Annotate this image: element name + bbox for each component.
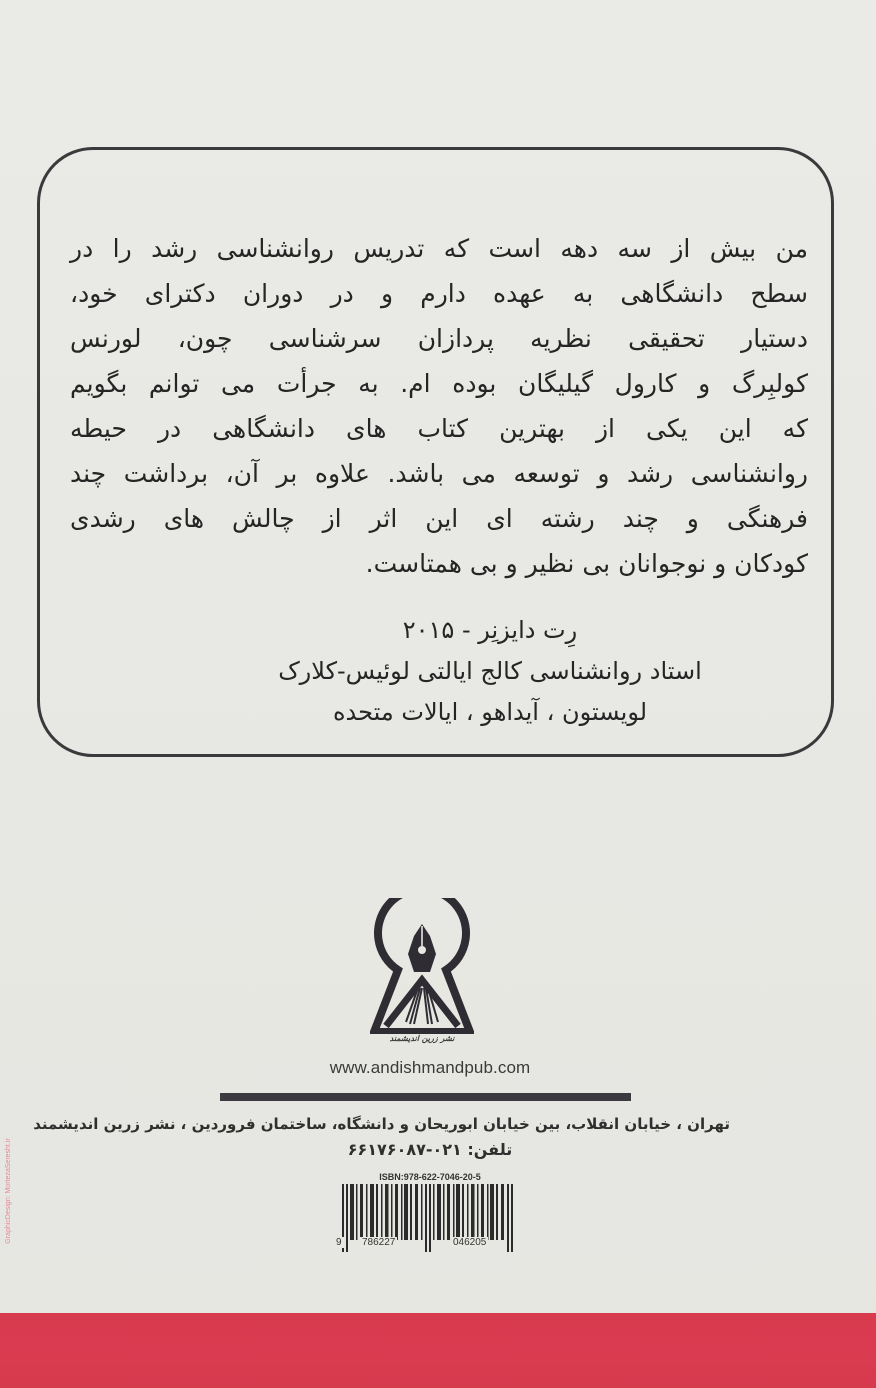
publisher-logo-caption: نشر زرین اندیشمند [389,1034,455,1043]
publisher-address: تهران ، خیابان انقلاب، بین خیابان ابوریحان و دانشگاه، ساختمان فروردین ، نشر زرین اندیشمند [33,1115,730,1133]
quote-line: روانشناسی رشد و توسعه می باشد. علاوه بر آن، برداشت چند [70,459,808,488]
design-credit: GraphicDesign: MortezaSeresht.ir [5,1138,12,1244]
barcode-digit-first: 9 [336,1237,342,1248]
isbn-label: ISBN:978-622-7046-20-5 [379,1172,481,1182]
quote-line: کودکان و نوجوانان بی نظیر و بی همتاست. [365,549,808,578]
barcode-digits-left: 786227 [362,1237,396,1248]
publisher-website: www.andishmandpub.com [329,1058,531,1077]
quote-line: که این یکی از بهترین کتاب های دانشگاهی در حیطه [70,414,808,443]
author-title: استاد روانشناسی کالج ایالتی لوئیس-کلارک [278,657,702,685]
author-location: لویستون ، آیداهو ، ایالات متحده [332,698,648,726]
publisher-phone: تلفن: ۰۲۱-۶۶۱۷۶۰۸۷ [347,1140,513,1159]
author-name-year: رِت دایزنِر - ۲۰۱۵ [402,616,578,644]
quote-attribution [200,610,780,733]
quote-line: کولبِرگ و کارول گیلیگان بوده ام. به جرأت می توانم بگویم [70,369,808,398]
barcode-digits-right: 046205 [453,1237,487,1248]
quote-line: فرهنگی و چند رشته ای این اثر از چالش های رشدی [70,504,808,533]
quote-line: سطح دانشگاهی به عهده دارم و در دوران دکترای خود، [70,279,808,308]
quote-line: من بیش از سه دهه است که تدریس روانشناسی رشد را در [70,234,808,263]
keyhole-pen-nib-logo-icon [370,898,474,1034]
divider-bar [220,1093,631,1101]
red-footer-band [0,1313,876,1388]
endorsement-quote [70,226,808,586]
quote-line: دستیار تحقیقی نظریه پردازان سرشناسی چون، لورنس [70,324,808,353]
